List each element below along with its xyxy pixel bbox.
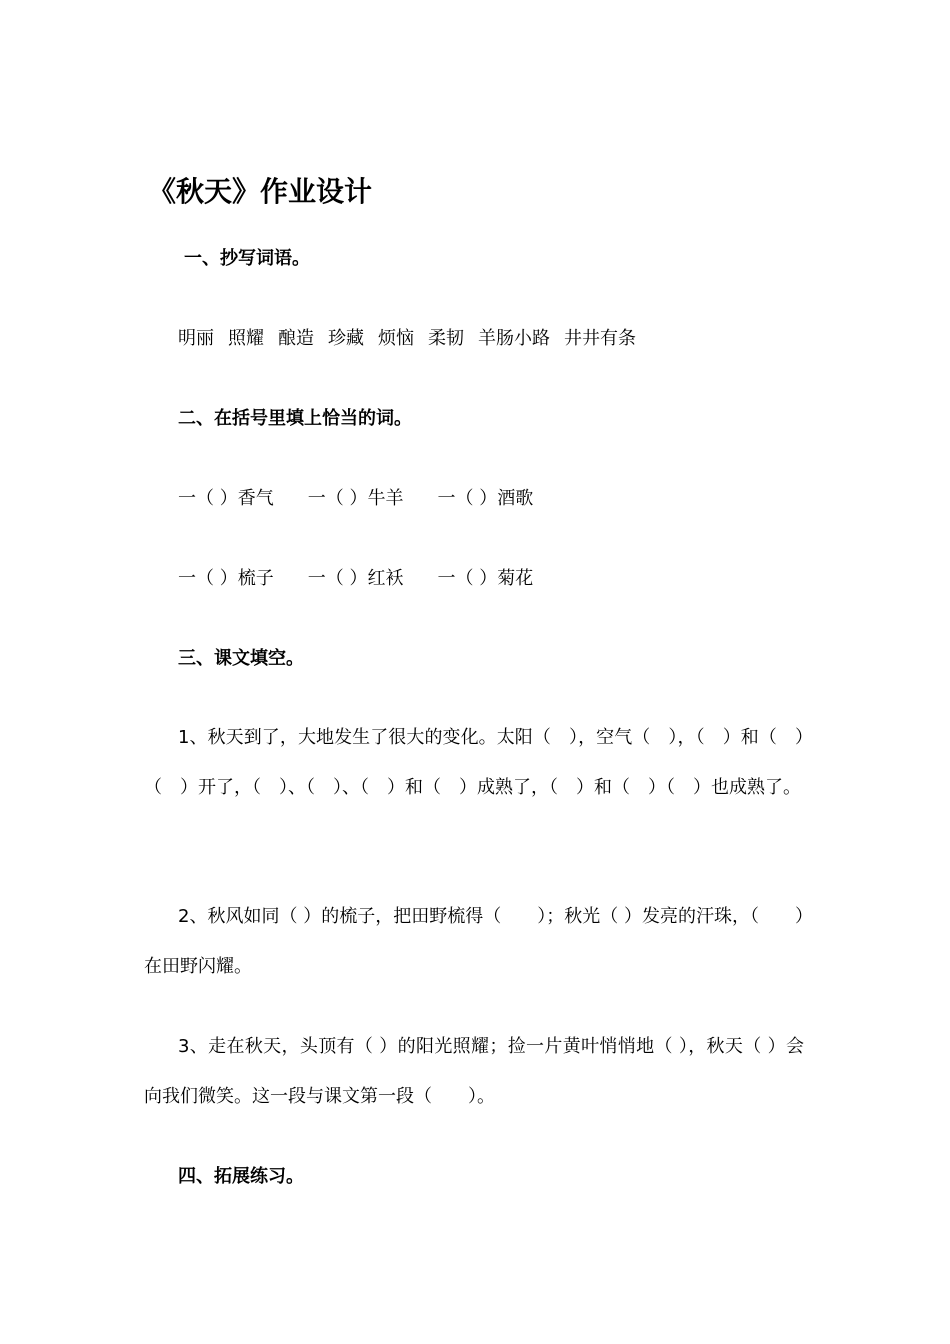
word-item: 照耀 (228, 328, 264, 349)
section-4-heading: 四、拓展练习。 (178, 1166, 304, 1187)
word-item: 酿造 (278, 328, 314, 349)
fill-item: 一（ ）红袄 (307, 568, 404, 589)
section-3-heading: 三、课文填空。 (178, 648, 304, 669)
word-item: 珍藏 (328, 328, 364, 349)
word-item: 井井有条 (564, 328, 636, 349)
fill-item: 一（ ）香气 (178, 488, 274, 509)
fill-row-1 (178, 486, 533, 512)
fill-item: 一（ ）菊花 (437, 568, 534, 589)
section-1-heading: 一、抄写词语。 (184, 248, 310, 269)
word-item: 烦恼 (378, 328, 414, 349)
section-2-heading: 二、在括号里填上恰当的词。 (178, 408, 412, 429)
fill-item: 一（ ）牛羊 (307, 488, 404, 509)
question-2: 2、秋风如同（ ）的梳子，把田野梳得（ ）；秋光（ ）发亮的汗珠，（ ）在田野闪耀。 (144, 906, 804, 977)
fill-row-2 (178, 566, 533, 592)
word-item: 羊肠小路 (478, 328, 550, 349)
word-item: 明丽 (178, 328, 214, 349)
question-3: 3、走在秋天，头顶有（ ）的阳光照耀；捡一片黄叶悄悄地（ ），秋天（ ）会向我们微笑。这一段与课文第一段（ ）。 (144, 1036, 804, 1107)
question-1: 1、秋天到了，大地发生了很大的变化。太阳（ ），空气（ ），（ ）和（ ）（ ）开了，（ ）、（ ）、（ ）和（ ）成熟了，（ ）和（ ）（ ）也成熟了。 (144, 727, 804, 798)
word-list (178, 326, 636, 352)
fill-item: 一（ ）梳子 (178, 568, 274, 589)
word-item: 柔韧 (428, 328, 464, 349)
document-title: 《秋天》作业设计 (148, 175, 373, 208)
fill-item: 一（ ）酒歌 (437, 488, 534, 509)
